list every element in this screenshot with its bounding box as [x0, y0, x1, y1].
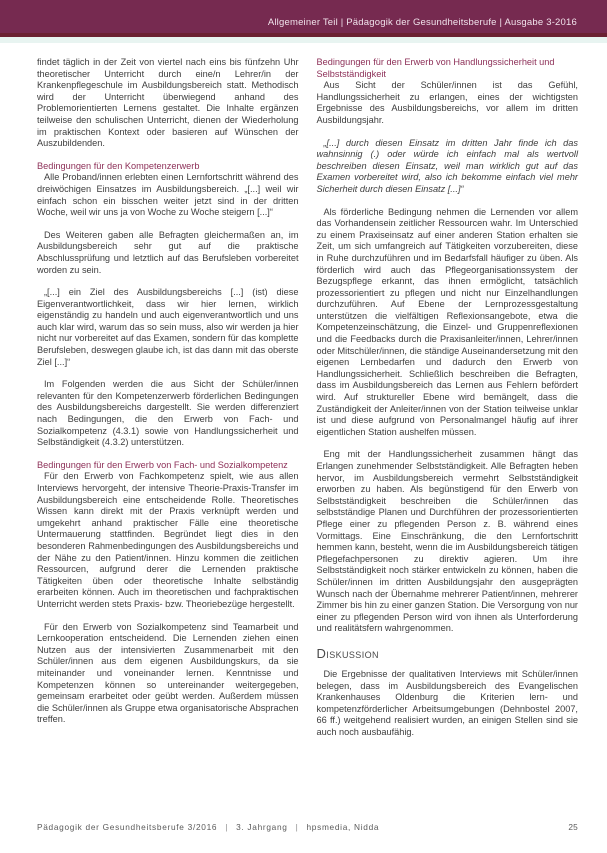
heading: Bedingungen für den Erwerb von Handlungssicherheit und Selbstständigkeit: [316, 57, 555, 79]
body-paragraph: Alle Proband/innen erlebten einen Lernfortschritt während des dreiwöchigen Einsatzes im Ausbildungsbereich. „[...] weil wir einfach schon ein bisschen weiter jetzt sind in der dritten Woche, weil wir uns ja von Woche zu Woche steigern [...]“: [37, 172, 299, 218]
page-footer: [37, 822, 578, 832]
body-paragraph: Die Ergebnisse der qualitativen Interviews mit Schüler/innen belegen, dass im Ausbildungsbereich des Evangelischen Krankenhauses Oldenburg die Kriterien lern- und kompetenzförderlicher Arbeitsumgebungen (Dehnbostel 2007, 66 ff.) weitgehend realisiert wurden, an einigen Stellen sind sie auch noch ausbaufähig.: [316, 668, 578, 737]
body-paragraph: Aus Sicht der Schüler/innen ist das Gefühl, Handlungssicherheit zu erlangen, eines der wichtigsten Ergebnisse des Ausbildungsbereichs, vor allem im dritten Ausbildungsjahr.: [316, 80, 578, 125]
left-column: [37, 57, 299, 749]
footer-journal-title: Pädagogik der Gesundheitsberufe 3/2016: [37, 822, 218, 832]
heading: Bedingungen für den Erwerb von Fach- und Sozialkompetenz: [37, 459, 288, 470]
header-title: Allgemeiner Teil | Pädagogik der Gesundheitsberufe | Ausgabe 3-2016: [267, 17, 577, 28]
footer-volume: 3. Jahrgang: [236, 822, 288, 832]
page-header: [0, 0, 607, 33]
footer-separator: |: [225, 822, 229, 832]
right-column: [317, 57, 579, 749]
footer-separator: |: [295, 822, 299, 832]
page-number: 25: [568, 822, 578, 832]
body-paragraph: Eng mit der Handlungssicherheit zusammen hängt das Erlangen zunehmender Selbstständigkeit. Alle Befragten heben hervor, im Ausbildungsbereich vermehrt Selbstständigkeit erworben zu haben. Als begünstigend für den Erwerb von Selbstständigkeit beschreiben die Schüler/innen das selbstständige Planen und Durchführen der prozessorientierten Pflege einer zu pflegenden Person z. B. während eines Vormittags. Eine Einschränkung, die den Lernfortschritt hemmen kann, besteht, wenn die im Ausbildungsbereich tätigen Pflegefachpersonen zu direktiv agieren. Um ihre Selbstständigkeit noch stärker entwickeln zu können, haben die Schüler/innen im dritten Ausbildungsjahr den ausgeprägten Wunsch nach der Übernahme mehrerer Patient/innen, mehrerer Zimmer bis hin zu einer ganzen Station. Die Versorgung von nur einer zu pflegenden Person wird von ihnen als Unterforderung und realitätsfern wahrgenommen.: [316, 449, 578, 634]
section-heading: Diskussion: [316, 645, 379, 661]
body-paragraph: Im Folgenden werden die aus Sicht der Schüler/innen relevanten für den Kompetenzerwerb förderlichen Bedingungen des Ausbildungsbereichs dargestellt. Sie werden differenziert nach Bedingungen, die den Erwerb von Fach- und Sozialkompetenz (4.3.1) sowie von Handlungssicherheit und Selbständigkeit (4.3.2) unterstützen.: [37, 379, 299, 448]
body-paragraph: Für den Erwerb von Sozialkompetenz sind Teamarbeit und Lernkooperation entscheidend. Die Lernenden ziehen einen Nutzen aus der intensivierten Zusammenarbeit mit den Schüler/innen aus dem eigenen Ausbildungskurs, da sie miteinander und voneinander lernen. Kenntnisse und Kompetenzen können so untereinander weitergegeben, gemeinsam erarbeitet oder geübt werden. Außerdem müssen die Schüler/innen als Gruppe etwa organisatorische Absprachen treffen.: [37, 621, 299, 725]
heading: Bedingungen für den Kompetenzerwerb: [37, 160, 200, 171]
body-paragraph: Als förderliche Bedingung nehmen die Lernenden vor allem das Vorhandensein zeitlicher Ressourcen wahr. Im Unterschied zu einem Praxiseinsatz auf einer anderen Station erhalten sie Zeit, um sich umfangreich auf Tätigkeiten vorzubereiten, diese in Ruhe durchzuführen und im Bedarfsfall häufiger zu üben. Als förderlich wird auch das Pflegeorganisationssystem der Bezugspflege erkannt, das ihnen ermöglicht, tatsächlich prozessorientiert zu pflegen und nicht nur Einzelhandlungen durchzuführen. Auf Ebene der Lernprozessgestaltung unterstützen die vielfältigen Reflexionsangebote, etwa die Kompetenzeinschätzung, die Einzel- und Gruppenreflexionen und die Feedbacks durch die Praxisanleiter/innen, Lehrer/innen oder Mitschüler/innen, die ständige Auseinandersetzung mit den eigenen Lernbedarfen und dadurch den Erwerb von Handlungssicherheit. Schließlich beschreiben die Befragten, dass im Ausbildungsbereich das Lernen aus Fehlern befördert wird. Auf struktureller Ebene wird bemängelt, dass die Zuständigkeit der Anleiter/innen von der Station teilweise unklar ist und diese aufgrund von Personalmangel häufig auf ihrer eigentlichen Station aushelfen müssen.: [316, 206, 578, 437]
body-paragraph: Des Weiteren gaben alle Befragten gleichermaßen an, im Ausbildungsbereich sehr gut auf die praktische Abschlussprüfung und letztlich auf das Berufsleben vorbereitet worden zu sein.: [37, 229, 299, 275]
body-paragraph: „[...] ein Ziel des Ausbildungsbereichs [...] (ist) diese Eigenverantwortlichkeit, dass wir hier lernen, wirklich eigenständig zu handeln und auch eigenverantwortlich und uns auch klar wird, warum das so sein muss, also wir werden ja hier nicht nur vorbereitet auf das Examen, sondern für das komplette Berufsleben, deswegen glaube ich, ist das dann mit das oberste Ziel [...]“: [37, 287, 299, 367]
footer-publisher: hpsmedia, Nidda: [306, 822, 380, 832]
quote: „[...] durch diesen Einsatz im dritten Jahr finde ich das wahnsinnig (.) oder würde ich einfach mal als wertvoll beschreiben diesen Einsatz, weil man wirklich gut auf das Examen vorbereitet wird, also ich bekomme einfach viel mehr Sicherheit durch diesen Einsatz [...]“: [316, 137, 578, 194]
article-body: [0, 43, 607, 749]
body-paragraph: findet täglich in der Zeit von viertel nach eins bis fünfzehn Uhr theoretischer Unterricht durch eine/n Lehrer/in der Krankenpflegeschule im Ausbildungsbereich statt. Methodisch wird der Unterricht überwiegend anhand des Problemorientierten Lernens gestaltet. Die Inhalte ergänzen teilweise den schulischen Unterricht, dienen der Wiederholung im praktischen Kontext oder basieren auf Wünschen der Auszubildenden.: [37, 57, 299, 149]
body-paragraph: Für den Erwerb von Fachkompetenz spielt, wie aus allen Interviews hervorgeht, der intensive Theorie-Praxis-Transfer im Ausbildungsbereich eine entscheidende Rolle. Theoretisches Wissen kann direkt mit der Praxis verknüpft werden und umgekehrt anhand praktischer Fälle eine theoretische Untermauerung stattfinden. Begründet liegt dies in den besonderen Rahmenbedingungen des Ausbildungsbereichs und der Nähe zu den Patient/innen. Hinzu kommen die zeitlichen Ressourcen, aufgrund derer die Lernenden praktische Tätigkeiten üben oder theoretische Inhalte selbständig erarbeiten können. Auch im theoretischen und fachpraktischen Unterricht werden stets Praxis- bzw. Theoriebezüge hergestellt.: [37, 471, 299, 609]
